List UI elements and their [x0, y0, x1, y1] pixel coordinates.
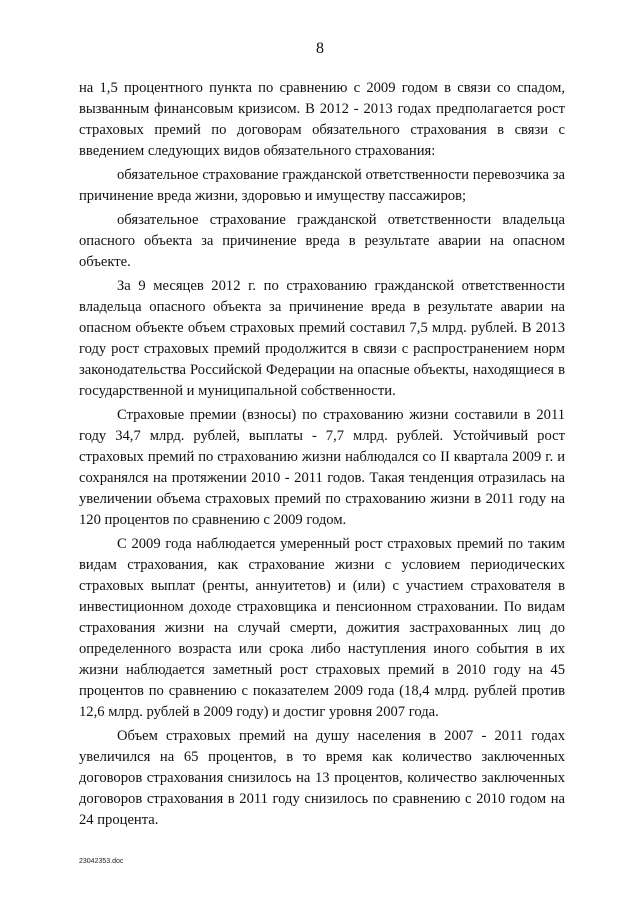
paragraph-list-item-carrier: обязательное страхование гражданской ответственности перевозчика за причинение вреда жизни, здоровью и имуществу пассажиров; — [79, 167, 565, 204]
paragraph-continuation: на 1,5 процентного пункта по сравнению с 2009 годом в связи со спадом, вызванным финансовым кризисом. В 2012 - 2013 годах предполагается рост страховых премий по договорам обязательного страхования в связи с введением следующих видов обязательного страхования: — [79, 80, 565, 159]
paragraph-hazard-premiums: За 9 месяцев 2012 г. по страхованию гражданской ответственности владельца опасного объекта за причинение вреда в результате аварии на опасном объекте объем страховых премий составил 7,5 млрд. рублей. В 2013 году рост страховых премий продолжится в связи с распространением норм законодательства Российской Федерации на опасные объекты, находящиеся в государственной и муниципальной собственности. — [79, 278, 565, 399]
file-name-footer: 23042353.doc — [79, 858, 124, 865]
paragraph-moderate-growth: С 2009 года наблюдается умеренный рост страховых премий по таким видам страхования, как страхование жизни с условием периодических страховых выплат (ренты, аннуитетов) и (или) с участием страхователя в инвестиционном доходе страховщика и пенсионном страховании. По видам страхования жизни на случай смерти, дожития застрахованных лиц до определенного возраста или срока либо наступления иного события в их жизни наблюдается заметный рост страховых премий в 2010 году на 45 процентов по сравнению с показателем 2009 года (18,4 млрд. рублей против 12,6 млрд. рублей в 2009 году) и достиг уровня 2007 года. — [79, 536, 565, 720]
paragraph-per-capita: Объем страховых премий на душу населения в 2007 - 2011 годах увеличился на 65 процентов, в то время как количество заключенных договоров страхования снизилось на 13 процентов, количество заключенных договоров страхования в 2011 году снизилось по сравнению с 2010 годом на 24 процента. — [79, 728, 565, 828]
paragraph-life-insurance: Страховые премии (взносы) по страхованию жизни составили в 2011 году 34,7 млрд. рублей, выплаты - 7,7 млрд. рублей. Устойчивый рост страховых премий по страхованию жизни наблюдался со II квартала 2009 г. и сохранялся на протяжении 2010 - 2011 годов. Такая тенденция отразилась на увеличении объема страховых премий по страхованию жизни в 2011 году на 120 процентов по сравнению с 2009 годом. — [79, 407, 565, 528]
document-body — [79, 78, 565, 834]
paragraph-list-item-hazard: обязательное страхование гражданской ответственности владельца опасного объекта за причинение вреда в результате аварии на опасном объекте. — [79, 212, 565, 270]
page-number: 8 — [316, 40, 324, 57]
